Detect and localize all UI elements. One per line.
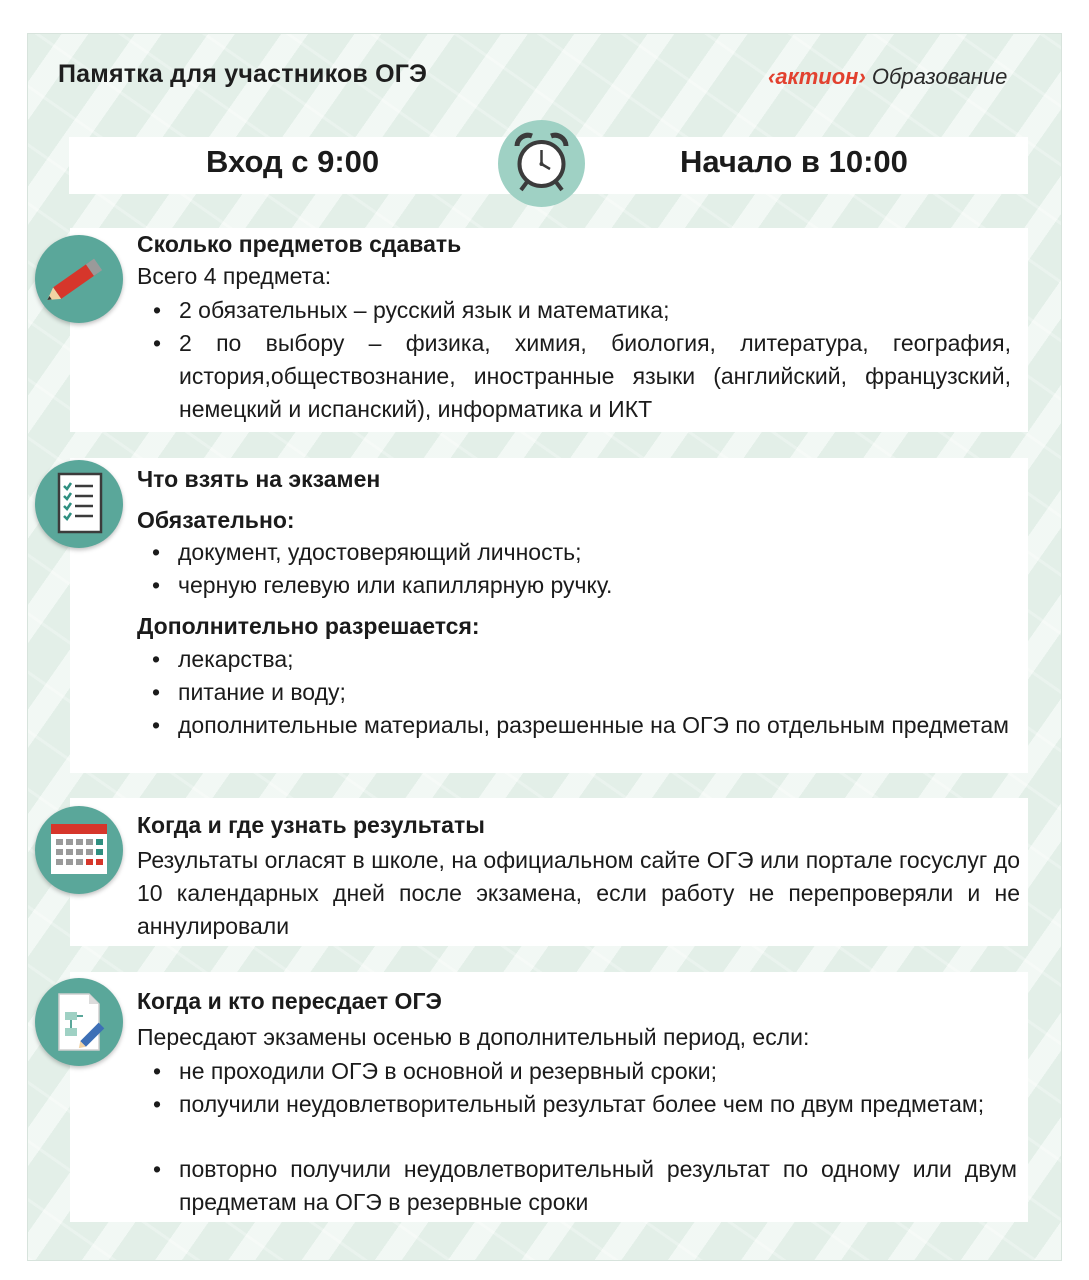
list-item: • документ, удостоверяющий личность; (178, 536, 1018, 569)
section-title-retake: Когда и кто пересдает ОГЭ (137, 988, 442, 1014)
brand-secondary: Образование (865, 64, 1008, 89)
list-item: • черную гелевую или капиллярную ручку. (178, 569, 1018, 602)
calendar-icon (35, 806, 123, 894)
section-title-results: Когда и где узнать результаты (137, 812, 485, 838)
checklist-icon (35, 460, 123, 548)
retake-intro: Пересдают экзамены осенью в дополнительный период, если: (137, 1024, 810, 1050)
list-item: • 2 обязательных – русский язык и математика; (179, 294, 1011, 327)
results-text: Результаты огласят в школе, на официальном сайте ОГЭ или портале госуслуг до 10 календарных дней после экзамена, если работу не перепроверяли и не аннулировали (137, 847, 1020, 939)
list-item: • не проходили ОГЭ в основной и резервный сроки; (179, 1055, 1017, 1088)
brand-logo (768, 64, 1007, 90)
list-item: • питание и воду; (178, 676, 1018, 709)
optional-subtitle: Дополнительно разрешается: (137, 613, 480, 639)
list-item: • дополнительные материалы, разрешенные на ОГЭ по отдельным предметам (178, 709, 1020, 742)
list-item: • получили неудовлетворительный результат более чем по двум предметам; (179, 1088, 1017, 1121)
required-subtitle: Обязательно: (137, 507, 295, 533)
list-item: • повторно получили неудовлетворительный результат по одному или двум предметам на ОГЭ в резервные сроки (179, 1153, 1017, 1219)
brand-primary: ‹актион› (768, 64, 866, 89)
section-title-subjects: Сколько предметов сдавать (137, 231, 462, 257)
list-item: • лекарства; (178, 643, 1018, 676)
start-time: Начало в 10:00 (680, 144, 908, 179)
entry-time: Вход с 9:00 (206, 144, 380, 179)
subjects-intro: Всего 4 предмета: (137, 263, 332, 289)
list-item: • 2 по выбору – физика, химия, биология, литература, география, история,обществознание, иностранные языки (английский, французский, немецкий и испанский), информатика и ИКТ (179, 327, 1011, 426)
pencil-icon (35, 235, 123, 323)
section-title-what-to-bring: Что взять на экзамен (137, 466, 381, 492)
alarm-clock-icon (498, 120, 585, 207)
page-title: Памятка для участников ОГЭ (58, 60, 428, 88)
document-edit-icon (35, 978, 123, 1066)
